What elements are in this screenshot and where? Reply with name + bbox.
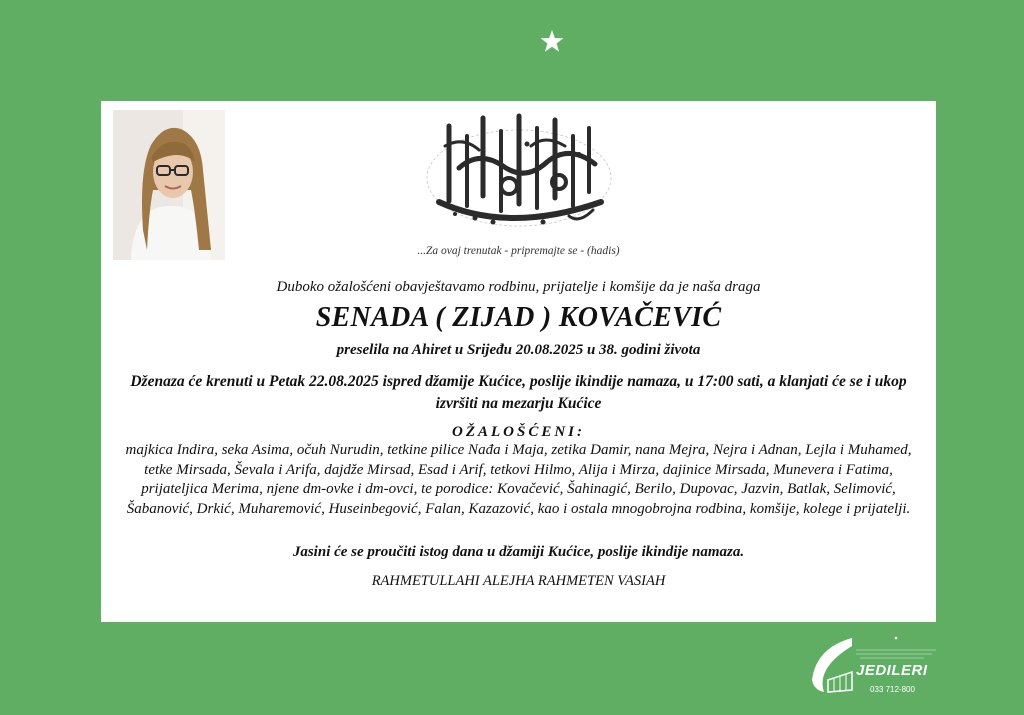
mourners-heading: OŽALOŠĆENI: — [451, 424, 585, 440]
intro-text: Duboko ožalošćeni obavještavamo rodbinu, prijatelje i komšije da je naša draga — [276, 279, 761, 295]
deceased-name: SENADA ( ZIJAD ) KOVAČEVIĆ — [315, 302, 722, 333]
mourners-list: majkica Indira, seka Asima, očuh Nurudin, tetkine pilice Nađa i Maja, zetika Damir, nana Mejra, Nejra i Adnan, Lejla i Muhamed, tetke Mirsada, Ševala i Arifa, dajdže Mirsad, Esad i Arif, tetkovi Hilmo, Alija i Mirza, dajinice Mirsada, Munevera i Fatima, prijateljica Merima, njene dm-ovke i dm-ovci, te porodice: Kovačević, Šahinagić, Berilo, Dupovac, Jazvin, Batlak, Selimović, Šabanović, Drkić, Muharemović, Huseinbegović, Falan, Kazazović, kao i ostala mnogobrojna rodbina, komšije, kolege i prijatelji. — [125, 442, 912, 517]
death-date-text: preselila na Ahiret u Srijeđu 20.08.2025 u 38. godini života — [336, 342, 701, 358]
arabic-calligraphy-icon — [419, 106, 619, 234]
deceased-portrait-photo — [113, 110, 225, 260]
obituary-card — [101, 101, 936, 622]
crescent-star-icon — [468, 2, 578, 94]
funeral-info-text: Dženaza će krenuti u Petak 22.08.2025 ispred džamije Kućice, poslije ikindije namaza, u 17:00 sati, a klanjati će se i ukop izvršiti na mezarju Kućice — [130, 373, 907, 412]
jasini-info-text: Jasini će se proučiti istog dana u džamiji Kućice, poslije ikindije namaza. — [292, 544, 745, 560]
logo-phone: 033 712-800 — [870, 685, 915, 694]
hadis-quote: ...Za ovaj trenutak - pripremajte se - (hadis) — [417, 245, 620, 257]
rahmet-prayer: RAHMETULLAHI ALEJHA RAHMETEN VASIAH — [371, 573, 666, 589]
logo-name: JEDILERI — [856, 662, 928, 679]
